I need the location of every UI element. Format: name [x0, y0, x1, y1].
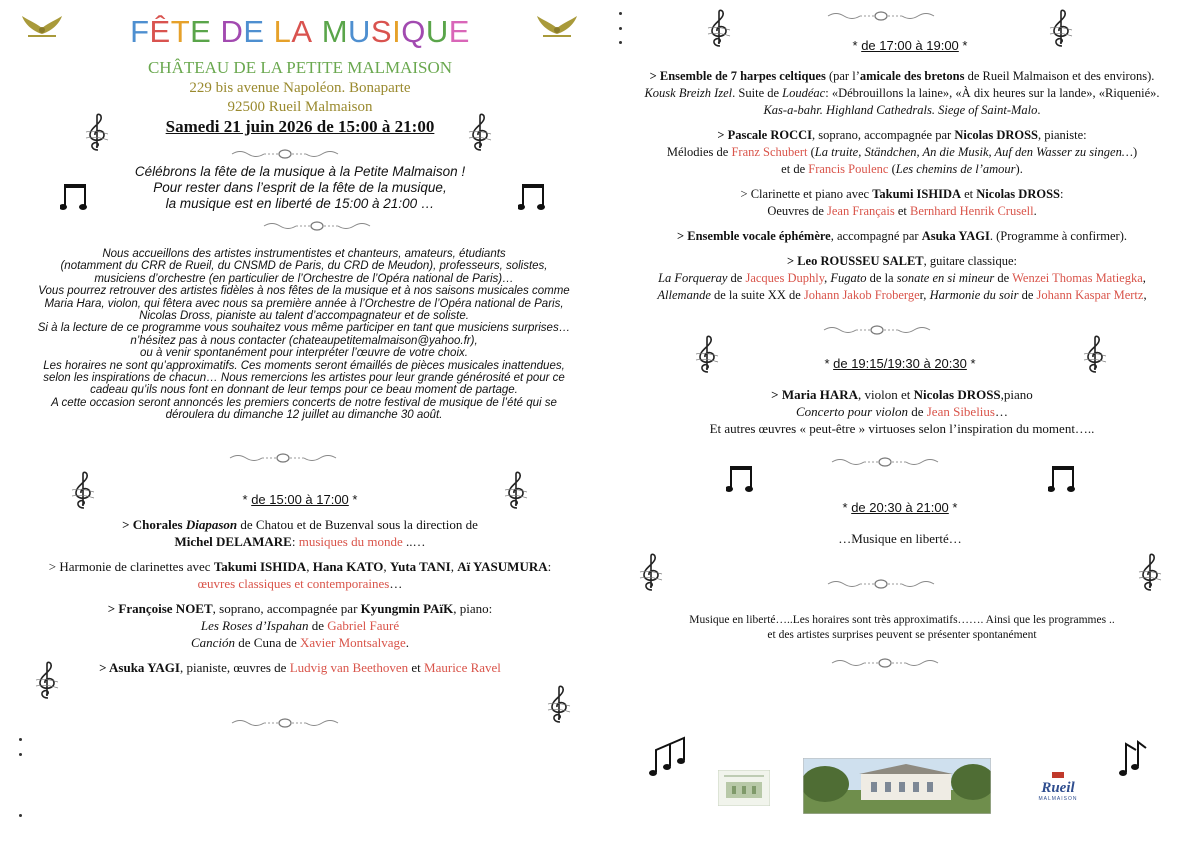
bullet-dot [19, 814, 22, 817]
text-fragment: ( [888, 162, 896, 176]
text-fragment: Nicolas DROSS [913, 387, 1001, 402]
text-fragment: et [408, 660, 425, 675]
ornamental-divider [826, 10, 936, 22]
text-fragment: Gabriel Fauré [327, 618, 400, 633]
ornamental-divider [830, 456, 940, 468]
text-fragment: de 20:30 à 21:00 [851, 500, 949, 515]
text-fragment: : [547, 559, 552, 574]
title-letter: D [220, 14, 244, 49]
performer-line [10, 516, 590, 533]
description-line: Nous accueillons des artistes instrumentistes et chanteurs, amateurs, étudiants [102, 248, 506, 260]
text-fragment: r, [919, 288, 930, 302]
text-fragment: Bernhard Henrik Crusell [909, 204, 1034, 218]
text-fragment: ..… [402, 534, 426, 549]
text-fragment: Takumi ISHIDA [213, 559, 307, 574]
text-fragment: de Cuna de [235, 635, 300, 650]
text-fragment: . (Programme à confirmer). [989, 229, 1127, 243]
repertoire-line: Et autres œuvres « peut-être » virtuoses selon l’inspiration du moment….. [709, 421, 1095, 436]
text-fragment: et [894, 204, 910, 218]
text-fragment: > Harmonie de clarinettes avec [48, 559, 214, 574]
text-fragment: > Asuka YAGI [99, 660, 180, 675]
repertoire-line [612, 85, 1192, 102]
text-fragment: de [1018, 288, 1037, 302]
text-fragment: Les Roses d’Ispahan [200, 618, 309, 633]
text-fragment: Xavier Montsalvage [300, 635, 406, 650]
repertoire-line [612, 144, 1192, 161]
title-letter: L [273, 14, 292, 49]
ornamental-divider [822, 324, 932, 336]
repertoire-line [612, 161, 1192, 178]
text-fragment: Wenzei Thomas Matiegka [1012, 271, 1143, 285]
ornamental-divider [262, 220, 372, 232]
text-fragment: Asuka YAGI [921, 229, 990, 243]
intro-line: la musique est en liberté de 15:00 à 21:00 … [165, 196, 435, 211]
text-fragment: œuvres classiques et contemporaines [197, 576, 390, 591]
title-letter: E [243, 14, 265, 49]
rueil-logo-subtext: MALMAISON [1038, 796, 1078, 802]
text-fragment: de [907, 404, 927, 419]
text-fragment: Yuta TANI [389, 559, 451, 574]
rueil-logo-text: Rueil [1041, 780, 1075, 796]
description-line: Les horaires ne sont qu’approximatifs. Ces moments seront émaillés de pièces musicales inattendues, [43, 359, 565, 372]
text-fragment: (par l’ [825, 69, 860, 83]
text-fragment: Mélodies de [666, 145, 732, 159]
text-fragment: de Chatou et de Buzenval sous la direction de [237, 517, 478, 532]
repertoire-line [612, 287, 1192, 304]
text-fragment: , [1143, 288, 1147, 302]
program-description [14, 248, 594, 422]
description-line: déroulera du dimanche 12 juillet au dimanche 30 août. [165, 409, 443, 422]
repertoire-line [10, 575, 590, 592]
treble-clef-icon [1082, 334, 1108, 376]
ornamental-divider [228, 452, 338, 464]
time-range: de 15:00 à 17:00 [251, 492, 349, 507]
text-fragment: Diapason [185, 517, 238, 532]
ornamental-divider [826, 578, 936, 590]
treble-clef-icon [546, 684, 572, 726]
performer-line [612, 228, 1192, 245]
treble-clef-icon [503, 470, 529, 512]
text-fragment: Kas-a-bahr. Highland Cathedrals. Siege of Saint-Malo [763, 103, 1038, 117]
title-letter: F [130, 14, 150, 49]
text-fragment: , soprano, accompagnée par [812, 128, 955, 142]
treble-clef-icon [694, 334, 720, 376]
performer-line [612, 186, 1192, 203]
asterisk: * [242, 492, 248, 507]
treble-clef-icon [34, 660, 60, 702]
text-fragment: ,piano [1000, 387, 1033, 402]
program-section-2 [612, 68, 1192, 304]
ornamental-divider [230, 148, 340, 160]
section-time-1 [150, 492, 450, 507]
asterisk: * [352, 492, 358, 507]
title-letter: T [170, 14, 191, 49]
text-fragment: Jacques Duphly [745, 271, 825, 285]
text-fragment: : «Débrouillons la laine», «À dix heures sur la lande», «Riquenié». [825, 86, 1160, 100]
text-fragment: , guitare classique: [923, 254, 1018, 268]
intro-line: Pour rester dans l’esprit de la fête de la musique, [153, 180, 447, 195]
text-fragment: de [994, 271, 1013, 285]
text-fragment: de [727, 271, 746, 285]
text-fragment: de Rueil Malmaison et des environs). [964, 69, 1155, 83]
footer-line: et des artistes surprises peuvent se présenter spontanément [767, 629, 1037, 641]
text-fragment: et [961, 187, 977, 201]
address-line-1: 229 bis avenue Napoléon. Bonaparte [189, 80, 411, 96]
performer-line [10, 600, 590, 617]
section-time-4 [750, 500, 1050, 515]
text-fragment: sonate en si mineur [896, 271, 995, 285]
text-fragment: > Maria HARA [771, 387, 859, 402]
performer-line [10, 533, 590, 550]
performer-line [10, 659, 590, 676]
music-note-icon [60, 182, 90, 214]
text-fragment: Johann Jakob Froberge [803, 288, 920, 302]
program-section-1 [10, 516, 590, 676]
text-fragment: Les chemins de l’amour [895, 162, 1016, 176]
text-fragment: Kyungmin PAïK [360, 601, 454, 616]
text-fragment: > Françoise NOET [107, 601, 213, 616]
text-fragment: : [1059, 187, 1064, 201]
text-fragment: , piano: [453, 601, 493, 616]
rueil-logo [1030, 772, 1086, 806]
performer-line [612, 386, 1192, 403]
text-fragment: Michel DELAMARE [174, 534, 292, 549]
ornamental-divider [230, 717, 340, 729]
text-fragment: … [389, 576, 403, 591]
footer-line: Musique en liberté…..Les horaires sont très approximatifs……. Ainsi que les programmes .. [689, 614, 1115, 626]
description-line: musiciens d’orchestre (en particulier de l’Orchestre de l’Opéra national de Paris)… [94, 272, 514, 285]
text-fragment: , violon et [858, 387, 914, 402]
music-notes-icon [1116, 736, 1148, 780]
treble-clef-icon [84, 112, 110, 154]
repertoire-line [10, 634, 590, 651]
repertoire-line [612, 270, 1192, 287]
text-fragment: , [1142, 271, 1146, 285]
description-line: ou à venir spontanément pour interpréter l’œuvre de votre choix. [140, 347, 468, 360]
chateau-logo [718, 770, 770, 806]
title-letter: E [448, 14, 470, 49]
intro-line: Célébrons la fête de la musique à la Petite Malmaison ! [134, 164, 466, 179]
venue-name: CHÂTEAU DE LA PETITE MALMAISON [147, 58, 453, 77]
text-fragment: * [962, 38, 968, 53]
description-line: (notamment du CRR de Rueil, du CNSMD de Paris, du CRD de Meudon), professeurs, solistes, [60, 260, 548, 273]
performer-line [10, 558, 590, 575]
performer-line [612, 253, 1192, 270]
address-line-2: 92500 Rueil Malmaison [227, 99, 373, 115]
text-fragment: > Ensemble vocale éphémère [677, 229, 831, 243]
title-letter: Q [401, 14, 426, 49]
treble-clef-icon [467, 112, 493, 154]
description-line: Maria Hara, violon, qui fêtera avec nous sa première année à l’Orchestre de l’Opéra national de Paris, [44, 297, 564, 310]
text-fragment: et de [781, 162, 809, 176]
description-line: Nicolas Dross, pianiste au talent d’accompagnateur et de soliste. [139, 310, 469, 323]
text-fragment: > Chorales [122, 517, 186, 532]
text-fragment: de 19:15/19:30 à 20:30 [833, 356, 967, 371]
bullet-dot [619, 12, 622, 15]
repertoire-line [612, 102, 1192, 119]
text-fragment: , [824, 271, 831, 285]
description-line: Vous pourrez retrouver des artistes fidèles à nos fêtes de la musique et à nos saisons musicales comme [38, 285, 570, 298]
bullet-dot [19, 738, 22, 741]
text-fragment: Jean Français [827, 204, 895, 218]
title-letter: M [321, 14, 349, 49]
performer-line [612, 68, 1192, 85]
intro-text [100, 164, 500, 212]
text-fragment: : [291, 534, 299, 549]
text-fragment: , soprano, accompagnée par [212, 601, 361, 616]
text-fragment: . [1037, 103, 1041, 117]
title-letter [313, 14, 322, 49]
text-fragment: , accompagné par [830, 229, 922, 243]
ornamental-divider [830, 657, 940, 669]
title-letter [265, 14, 274, 49]
text-fragment: Jean Sibelius [926, 404, 995, 419]
text-fragment: ). [1015, 162, 1023, 176]
text-fragment: * [952, 500, 958, 515]
music-note-icon [1048, 464, 1078, 496]
title-letter: Ê [149, 14, 171, 49]
treble-clef-icon [638, 552, 664, 594]
music-notes-icon [646, 732, 688, 780]
chateau-photo [803, 758, 991, 814]
title-letter: U [425, 14, 449, 49]
text-fragment: Aï YASUMURA [457, 559, 548, 574]
text-fragment: . [405, 635, 410, 650]
text-fragment: Nicolas DROSS [976, 187, 1060, 201]
text-fragment: . Suite de [732, 86, 783, 100]
text-fragment: musiques du monde [298, 534, 403, 549]
section-4-text: …Musique en liberté… [838, 531, 962, 546]
description-line: cadeau qu’ils nous font en donnant de leur temps pour ce beau moment de partage. [90, 384, 518, 397]
text-fragment: Takumi ISHIDA [872, 187, 961, 201]
text-fragment: > Clarinette et piano avec [740, 187, 873, 201]
section-time-3 [750, 356, 1050, 371]
text-fragment: Fugato [830, 271, 867, 285]
treble-clef-icon [706, 8, 732, 50]
description-line: A cette occasion seront annoncés les premiers concerts de notre festival de musique de l’été qui se [51, 396, 557, 409]
treble-clef-icon [70, 470, 96, 512]
title-letter: I [392, 14, 402, 49]
text-fragment: Hana KATO [312, 559, 384, 574]
text-fragment: Allemande [657, 288, 711, 302]
repertoire-line [612, 203, 1192, 220]
text-fragment: de [308, 618, 328, 633]
text-fragment: > Leo ROUSSEU SALET [786, 254, 924, 268]
text-fragment: Harmonie du soir [929, 288, 1019, 302]
text-fragment: Francis Poulenc [808, 162, 889, 176]
text-fragment: Nicolas DROSS [954, 128, 1039, 142]
description-line: Si à la lecture de ce programme vous souhaitez vous même participer en tant que musiciens surprises… [37, 322, 571, 335]
text-fragment: Franz Schubert [731, 145, 808, 159]
event-title [80, 14, 520, 50]
text-fragment: Ludvig van Beethoven [289, 660, 409, 675]
text-fragment: ( [807, 145, 815, 159]
text-fragment: , pianiste: [1038, 128, 1087, 142]
text-fragment: Oeuvres de [767, 204, 828, 218]
text-fragment: Maurice Ravel [424, 660, 501, 675]
program-section-3 [612, 386, 1192, 437]
bullet-dot [619, 27, 622, 30]
text-fragment: Concerto pour violon [796, 404, 908, 419]
text-fragment: * [824, 356, 830, 371]
text-fragment: . [1033, 204, 1037, 218]
title-letter: A [291, 14, 313, 49]
text-fragment: Kousk Breizh Izel [644, 86, 733, 100]
text-fragment: , [306, 559, 313, 574]
text-fragment: Johann Kaspar Mertz [1036, 288, 1144, 302]
repertoire-line [612, 403, 1192, 420]
text-fragment: * [970, 356, 976, 371]
text-fragment: … [994, 404, 1008, 419]
text-fragment: de la [866, 271, 897, 285]
text-fragment: Canción [190, 635, 236, 650]
text-fragment: Loudéac [782, 86, 826, 100]
repertoire-line [10, 617, 590, 634]
bird-ornament-icon [535, 14, 583, 42]
performer-line [612, 127, 1192, 144]
text-fragment: , pianiste, œuvres de [179, 660, 290, 675]
text-fragment: La Forqueray [658, 271, 728, 285]
text-fragment: * [852, 38, 858, 53]
text-fragment: > Ensemble de 7 harpes celtiques [649, 69, 826, 83]
section-time-2 [760, 38, 1060, 53]
text-fragment: , [383, 559, 390, 574]
music-note-icon [518, 182, 548, 214]
title-letter: U [348, 14, 371, 49]
footer-note [612, 613, 1192, 643]
bullet-dot [619, 41, 622, 44]
bullet-dot [19, 753, 22, 756]
title-letter: S [370, 14, 393, 49]
text-fragment: La truite, Ständchen, An die Musik, Auf den Wasser zu singen… [814, 145, 1133, 159]
text-fragment: > Pascale ROCCI [717, 128, 812, 142]
treble-clef-icon [1137, 552, 1163, 594]
description-line: selon les inspirations de chacun… Nous remercions les artistes pour leur grande générosité et pour ce [43, 372, 565, 385]
description-line: n’hésitez pas à nous contacter (chateaupetitemalmaison@yahoo.fr), [130, 334, 478, 347]
music-note-icon [726, 464, 756, 496]
text-fragment: ) [1132, 145, 1138, 159]
text-fragment: de la suite XX de [710, 288, 804, 302]
text-fragment: , [450, 559, 458, 574]
event-date: Samedi 21 juin 2026 de 15:00 à 21:00 [165, 117, 435, 136]
title-letter: E [190, 14, 212, 49]
bird-ornament-icon [20, 14, 68, 42]
text-fragment: de 17:00 à 19:00 [861, 38, 959, 53]
text-fragment: amicale des bretons [859, 69, 965, 83]
text-fragment: * [842, 500, 848, 515]
